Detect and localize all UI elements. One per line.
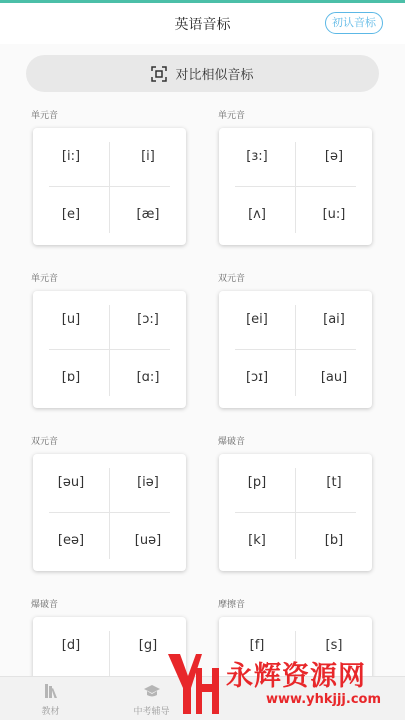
phonetic-symbol[interactable]: [ʌ] xyxy=(248,207,266,222)
phonetic-symbol[interactable]: [ɒ] xyxy=(61,370,81,385)
group-label: 双元音 xyxy=(218,274,246,284)
phonetic-symbol[interactable]: [b] xyxy=(324,533,344,548)
phonetic-symbol[interactable]: [ɔ:] xyxy=(137,312,159,327)
phonetic-symbol[interactable]: [ɜ:] xyxy=(246,149,268,164)
watermark-url: www.yhkjjj.com xyxy=(266,692,382,707)
phonetic-symbol[interactable]: [e] xyxy=(61,207,81,222)
phonetic-symbol[interactable]: [æ] xyxy=(136,207,160,222)
phonetic-symbol[interactable]: [i] xyxy=(141,149,155,164)
phonetic-symbol[interactable]: [uə] xyxy=(134,533,162,548)
watermark xyxy=(166,646,405,720)
compare-similar-button[interactable] xyxy=(26,55,379,92)
phonetic-symbol[interactable]: [g] xyxy=(138,638,158,653)
phonetic-card xyxy=(219,454,372,571)
top-bar xyxy=(0,0,405,44)
phonetic-symbol[interactable]: [əu] xyxy=(57,475,85,490)
phonetic-card xyxy=(219,291,372,408)
scan-frame-icon xyxy=(151,66,167,82)
card-divider xyxy=(235,186,356,187)
group-label: 双元音 xyxy=(31,437,59,447)
phonetic-symbol[interactable]: [ai] xyxy=(323,312,345,327)
phonetic-symbol[interactable]: [iə] xyxy=(137,475,159,490)
phonetic-symbol[interactable]: [ə] xyxy=(324,149,344,164)
tab-label: 中考辅导 xyxy=(133,707,170,717)
tab-label: 教材 xyxy=(41,707,60,717)
phonetic-card xyxy=(219,128,372,245)
phonetic-symbol[interactable]: [ɑ:] xyxy=(136,370,160,385)
group-label: 爆破音 xyxy=(31,600,59,610)
phonetic-symbol[interactable]: [i:] xyxy=(61,149,81,164)
phonetic-symbol[interactable]: [k] xyxy=(248,533,266,548)
phonetic-symbol[interactable]: [eə] xyxy=(57,533,85,548)
phonetic-card xyxy=(33,291,186,408)
phonetic-symbol[interactable]: [f] xyxy=(249,638,265,653)
group-label: 单元音 xyxy=(218,111,246,121)
phonetic-card xyxy=(33,454,186,571)
phonetic-symbol[interactable]: [t] xyxy=(326,475,342,490)
phonetic-symbol[interactable]: [ɔɪ] xyxy=(245,370,269,385)
compare-similar-label: 对比相似音标 xyxy=(175,68,254,83)
page-title: 英语音标 xyxy=(174,17,231,33)
card-divider xyxy=(49,349,170,350)
group-label: 爆破音 xyxy=(218,437,246,447)
phonetic-symbol[interactable]: [p] xyxy=(247,475,267,490)
tab-textbook[interactable] xyxy=(0,677,101,720)
accent-line xyxy=(0,0,405,3)
group-label: 单元音 xyxy=(31,274,59,284)
card-divider xyxy=(235,349,356,350)
phonetic-symbol[interactable]: [ei] xyxy=(246,312,268,327)
card-divider xyxy=(49,186,170,187)
book-icon xyxy=(42,683,60,699)
phonetic-symbol[interactable]: [s] xyxy=(325,638,343,653)
phonetic-symbol[interactable]: [u:] xyxy=(322,207,346,222)
group-label: 单元音 xyxy=(31,111,59,121)
watermark-logo xyxy=(166,650,222,716)
graduation-cap-icon xyxy=(143,683,161,699)
card-divider xyxy=(49,512,170,513)
watermark-text: 永辉资源网 xyxy=(226,661,366,692)
phonetic-card xyxy=(33,128,186,245)
group-label: 摩擦音 xyxy=(218,600,246,610)
phonetic-symbol[interactable]: [u] xyxy=(61,312,81,327)
init-phonetics-button[interactable]: 初认音标 xyxy=(325,12,383,34)
phonetic-symbol[interactable]: [au] xyxy=(320,370,348,385)
phonetic-symbol[interactable]: [d] xyxy=(61,638,81,653)
card-divider xyxy=(235,512,356,513)
